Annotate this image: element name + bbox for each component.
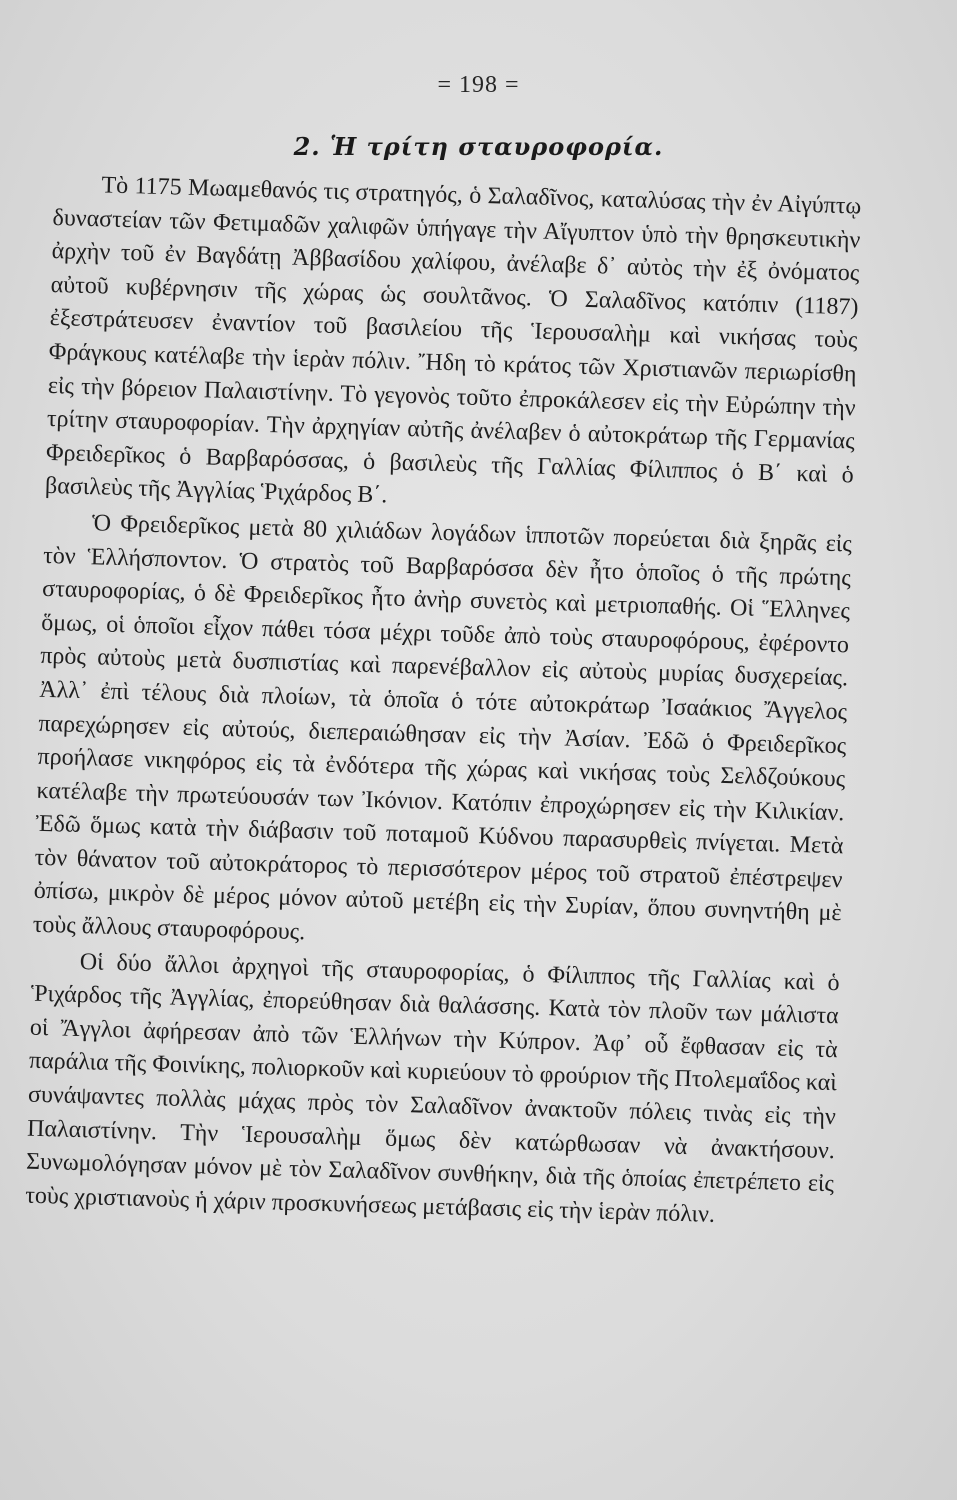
- paragraph-frederick: Ὁ Φρειδερῖκος μετὰ 80 χιλιάδων λογάδων ἱπποτῶν πορεύεται διὰ ξηρᾶς εἰς τὸν Ἑλλήσποντον. Ὁ στρατὸς τοῦ Βαρβαρόσσα δὲν ἦτο ὁποῖος ὁ τῆς πρώτης σταυροφορίας, ὁ δὲ Φρειδερῖκος ἦτο ἀνὴρ συνετὸς καὶ μετριοπαθής. Οἱ Ἕλληνες ὅμως, οἱ ὁποῖοι εἶχον πάθει τόσα μέχρι τοῦδε ἀπὸ τοὺς σταυροφόρους, ἐφέροντο πρὸς αὐτοὺς μετὰ δυσπιστίας καὶ παρενέβαλλον εἰς αὐτοὺς μυρίας δυσχερείας. Ἀλλ᾽ ἐπὶ τέλους διὰ πλοίων, τὰ ὁποῖα ὁ τότε αὐτοκράτωρ Ἰσαάκιος Ἄγγελος παρεχώρησεν εἰς αὐτούς, διεπεραιώθησαν εἰς τὴν Ἀσίαν. Ἐδῶ ὁ Φρειδερῖκος προήλασε νικηφόρος εἰς τὰ ἐνδότερα τῆς χώρας καὶ νικήσας τοὺς Σελδζούκους κατέλαβε τὴν πρωτεύουσάν των Ἰκόνιον. Κατόπιν ἐπροχώρησεν εἰς τὴν Κιλικίαν. Ἐδῶ ὅμως κατὰ τὴν διάβασιν τοῦ ποταμοῦ Κύδνου παρασυρθεὶς πνίγεται. Μετὰ τὸν θάνατον τοῦ αὐτοκράτορος τὸ περισσότερον μέρος τοῦ στρατοῦ ἐπέστρεψεν ὀπίσω, μικρὸν δὲ μέρος μόνον αὐτοῦ μετέβη εἰς τὴν Συρίαν, ὅπου συνηντήθη μὲ τοὺς ἄλλους σταυροφόρους.: [32, 510, 853, 946]
- section-heading: 2. Ἡ τρίτη σταυροφορία.: [293, 132, 664, 161]
- paragraph-saladin: Τὸ 1175 Μωαμεθανός τις στρατηγός, ὁ Σαλαδῖνος, καταλύσας τὴν ἐν Αἰγύπτῳ δυναστείαν τῶν Φετιμαδῶν χαλιφῶν ὑπήγαγε τὴν Αἴγυπτον ὑπὸ τὴν θρησκευτικὴν ἀρχὴν τοῦ ἐν Βαγδάτῃ Ἀββασίδου χαλίφου, ἀνέλαβε δ᾽ αὐτὸς τὴν ἐξ ὀνόματος αὐτοῦ κυβέρνησιν τῆς χώρας ὡς σουλτᾶνος. Ὁ Σαλαδῖνος κατόπιν (1187) ἐξεστράτευσεν ἐναντίον τοῦ βασιλείου τῆς Ἱερουσαλὴμ καὶ νικήσας τοὺς Φράγκους κατέλαβε τὴν ἱερὰν πόλιν. Ἤδη τὸ κράτος τῶν Χριστιανῶν περιωρίσθη εἰς τὴν βόρειον Παλαιστίνην. Τὸ γεγονὸς τοῦτο ἐπροκάλεσεν εἰς τὴν Εὐρώπην τὴν τρίτην σταυροφορίαν. Τὴν ἀρχηγίαν αὐτῆς ἀνέλαβεν ὁ αὐτοκράτωρ τῆς Γερμανίας Φρειδερῖκος ὁ Βαρβαρόσσας, ὁ βασιλεὺς τῆς Γαλλίας Φίλιππος ὁ Β΄ καὶ ὁ βασιλεὺς τῆς Ἀγγλίας Ῥιχάρδος Β΄.: [44, 172, 862, 509]
- page-number: = 198 =: [437, 72, 520, 98]
- paragraph-philip-richard: Οἱ δύο ἄλλοι ἀρχηγοὶ τῆς σταυροφορίας, ὁ Φίλιππος τῆς Γαλλίας καὶ ὁ Ῥιχάρδος τῆς Ἀγγλίας, ἐπορεύθησαν διὰ θαλάσσης. Κατὰ τὸν πλοῦν των μάλιστα οἱ Ἄγγλοι ἀφήρεσαν ἀπὸ τῶν Ἑλλήνων τὴν Κύπρον. Ἀφ᾽ οὗ ἔφθασαν εἰς τὰ παράλια τῆς Φοινίκης, πολιορκοῦν καὶ κυριεύουν τὸ φρούριον τῆς Πτολεμαΐδος καὶ συνάψαντες πολλὰς μάχας πρὸς τὸν Σαλαδῖνον ἀνακτοῦν πόλεις τινὰς εἰς τὴν Παλαιστίνην. Τὴν Ἱερουσαλὴμ ὅμως δὲν κατώρθωσαν νὰ ἀνακτήσουν. Συνωμολόγησαν μόνον μὲ τὸν Σαλαδῖνον συνθήκην, διὰ τῆς ὁποίας ἐπετρέπετο εἰς τοὺς χριστιανοὺς ἡ χάριν προσκυνήσεως μετάβασις εἰς τὴν ἱερὰν πόλιν.: [24, 948, 840, 1228]
- body-text: [25, 168, 862, 1236]
